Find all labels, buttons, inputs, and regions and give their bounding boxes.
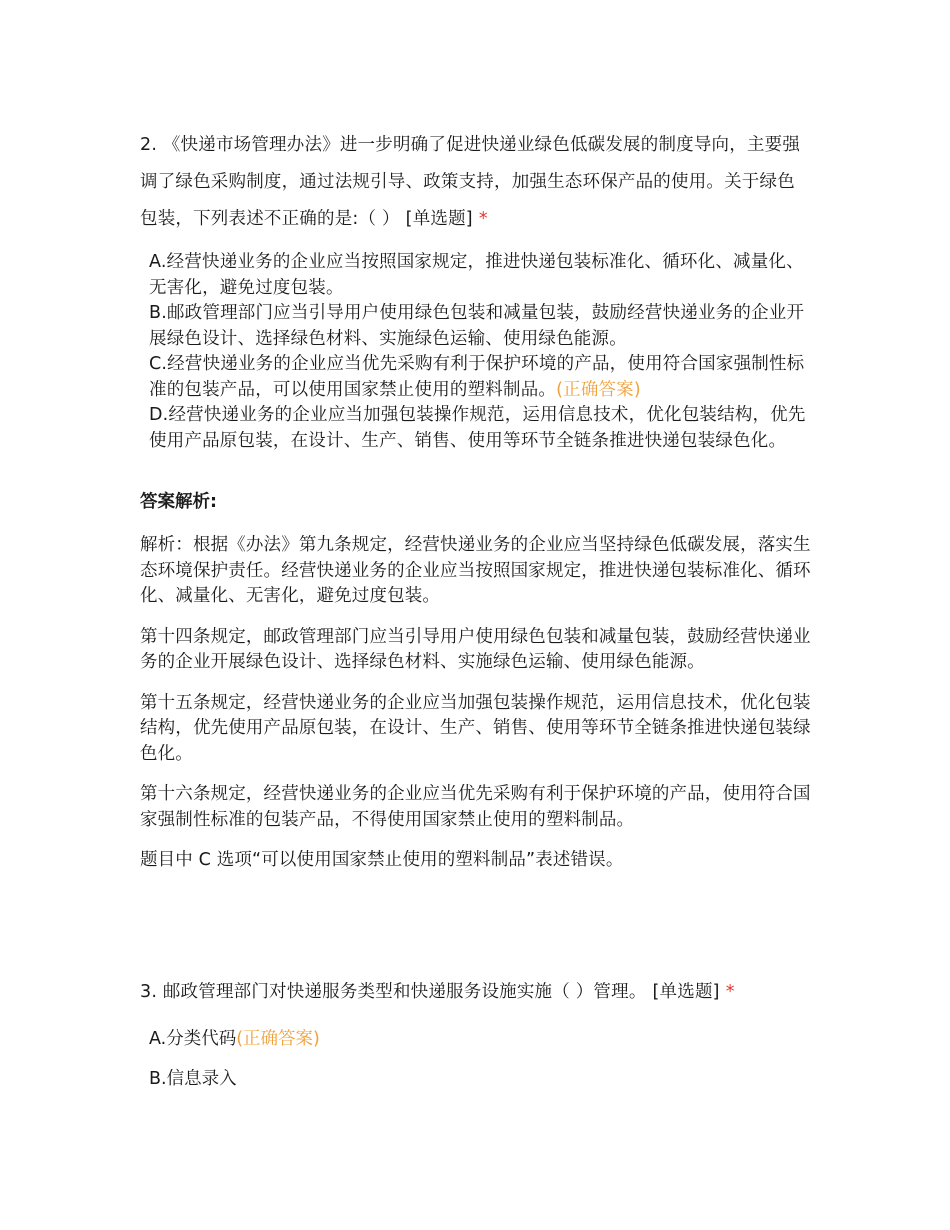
question-2-text: 2. 《快递市场管理办法》进一步明确了促进快递业绿色低碳发展的制度导向，主要强调了绿色采购制度，通过法规引导、政策支持，加强生态环保产品的使用。关于绿色包装，下列表述不正确的是:（ ）	[140, 135, 801, 229]
question-3-options	[149, 1025, 320, 1105]
question-2	[140, 127, 812, 238]
analysis-paragraph: 题目中 C 选项“可以使用国家禁止使用的塑料制品”表述错误。	[140, 850, 624, 870]
option-text: B.邮政管理部门应当引导用户使用绿色包装和减量包装，鼓励经营快递业务的企业开展绿色设计、选择绿色材料、实施绿色运输、使用绿色能源。	[149, 303, 805, 349]
option-text: D.经营快递业务的企业应当加强包装操作规范，运用信息技术，优化包装结构，优先使用产品原包装，在设计、生产、销售、使用等环节全链条推进快递包装绿色化。	[149, 405, 806, 451]
analysis-title: 答案解析:	[140, 492, 217, 512]
correct-answer-label: (正确答案)	[556, 379, 641, 400]
option-a	[149, 250, 809, 301]
option-text: A.经营快递业务的企业应当按照国家规定，推进快递包装标准化、循环化、减量化、无害化，避免过度包装。	[149, 252, 804, 298]
analysis-paragraph: 第十四条规定，邮政管理部门应当引导用户使用绿色包装和减量包装，鼓励经营快递业务的企业开展绿色设计、选择绿色材料、实施绿色运输、使用绿色能源。	[140, 626, 811, 672]
required-mark: *	[725, 982, 735, 1002]
option-c	[149, 352, 809, 403]
question-type-tag: [单选题]	[652, 982, 720, 1002]
question-type-tag: [单选题]	[405, 209, 473, 229]
option-a	[149, 1025, 320, 1053]
option-b	[149, 1065, 320, 1093]
option-text: B.信息录入	[149, 1069, 237, 1089]
option-text: A.分类代码	[149, 1029, 237, 1049]
analysis-paragraph: 解析：根据《办法》第九条规定，经营快递业务的企业应当坚持绿色低碳发展，落实生态环境保护责任。经营快递业务的企业应当按照国家规定，推进快递包装标准化、循环化、减量化、无害化，避免过度包装。	[140, 535, 811, 606]
required-mark: *	[478, 209, 488, 229]
question-2-options	[149, 250, 809, 454]
option-d	[149, 403, 809, 454]
analysis-body	[140, 533, 812, 889]
correct-answer-label: (正确答案)	[236, 1029, 320, 1049]
option-b	[149, 301, 809, 352]
question-3-text: 3. 邮政管理部门对快递服务类型和快递服务设施实施（ ）管理。	[140, 982, 647, 1002]
analysis-paragraph: 第十六条规定，经营快递业务的企业应当优先采购有利于保护环境的产品，使用符合国家强制性标准的包装产品，不得使用国家禁止使用的塑料制品。	[140, 784, 811, 830]
question-3	[140, 974, 812, 1011]
option-text: C.经营快递业务的企业应当优先采购有利于保护环境的产品，使用符合国家强制性标准的包装产品，可以使用国家禁止使用的塑料制品。	[149, 354, 805, 400]
analysis-paragraph: 第十五条规定，经营快递业务的企业应当加强包装操作规范，运用信息技术，优化包装结构，优先使用产品原包装，在设计、生产、销售、使用等环节全链条推进快递包装绿色化。	[140, 692, 811, 764]
